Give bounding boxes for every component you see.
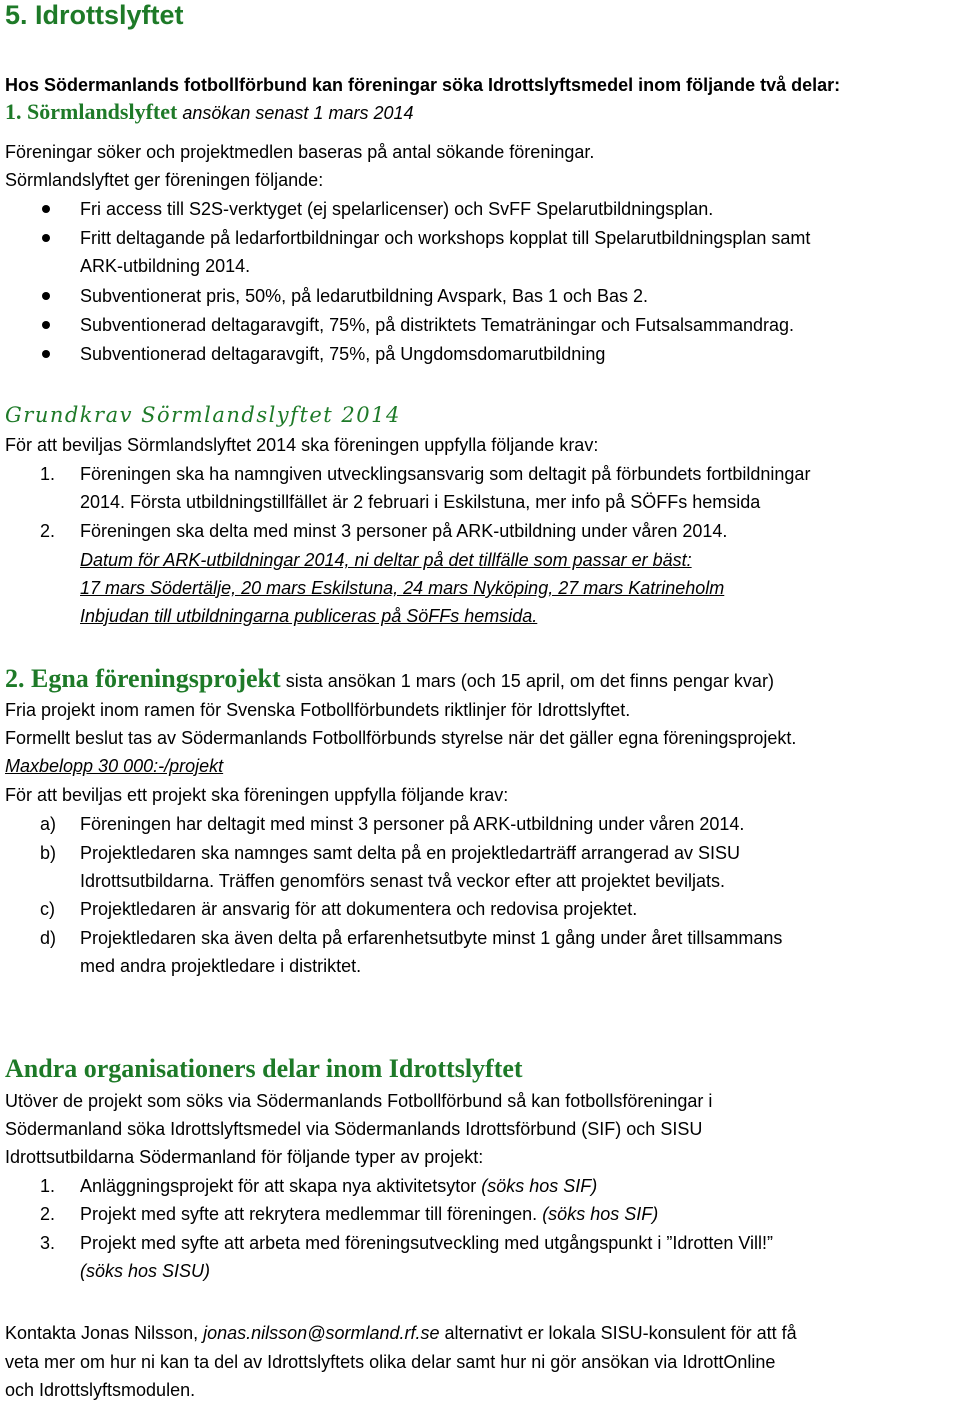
list-item-text: Anläggningsprojekt för att skapa nya aktivitetsytor xyxy=(80,1176,477,1196)
list-letter: d) xyxy=(40,928,57,948)
ark-dates-note: Inbjudan till utbildningarna publiceras på SöFFs hemsida. xyxy=(80,606,538,626)
part1-paragraph: Sörmlandslyftet ger föreningen följande: xyxy=(5,170,324,190)
ark-dates-note: 17 mars Södertälje, 20 mars Eskilstuna, 24 mars Nyköping, 27 mars Katrineholm xyxy=(80,578,725,598)
list-item: Föreningen ska delta med minst 3 personer på ARK-utbildning under våren 2014. xyxy=(80,521,728,541)
list-item-note: (söks hos SIF) xyxy=(481,1176,598,1196)
list-number: 2. xyxy=(40,1204,56,1224)
list-number: 1. xyxy=(40,464,56,484)
andra-paragraph: Idrottsutbildarna Södermanland för följande typer av projekt: xyxy=(5,1147,484,1167)
list-item: Projekt med syfte att arbeta med föreningsutveckling med utgångspunkt i ”Idrotten Vill!” xyxy=(80,1233,774,1253)
list-item: Subventionerad deltagaravgift, 75%, på Ungdomsdomarutbildning xyxy=(80,344,606,364)
bullet-icon xyxy=(42,205,50,213)
part2-heading-line xyxy=(5,664,774,694)
list-item-note: (söks hos SISU) xyxy=(80,1261,211,1281)
contact-text: alternativt er lokala SISU-konsulent för att få xyxy=(444,1323,797,1343)
list-item: Projektledaren ska även delta på erfarenhetsutbyte minst 1 gång under året tillsammans xyxy=(80,928,783,948)
list-number: 3. xyxy=(40,1233,56,1253)
part2-title: 2. Egna föreningsprojekt xyxy=(5,664,281,693)
list-item: Fritt deltagande på ledarfortbildningar och workshops kopplat till Spelarutbildningsplan samt xyxy=(80,228,811,248)
contact-line xyxy=(5,1320,797,1346)
intro-text: Hos Södermanlands fotbollförbund kan föreningar söka Idrottslyftsmedel inom följande två delar: xyxy=(5,75,841,95)
part2-paragraph: Fria projekt inom ramen för Svenska Fotbollförbundets riktlinjer för Idrottslyftet. xyxy=(5,700,631,720)
grundkrav-intro: För att beviljas Sörmlandslyftet 2014 ska föreningen uppfylla följande krav: xyxy=(5,435,599,455)
list-item: Projektledaren är ansvarig för att dokumentera och redovisa projektet. xyxy=(80,899,638,919)
part2-deadline: sista ansökan 1 mars (och 15 april, om det finns pengar kvar) xyxy=(285,671,774,691)
list-item-continued: med andra projektledare i distriktet. xyxy=(80,956,362,976)
ark-dates-note: Datum för ARK-utbildningar 2014, ni deltar på det tillfälle som passar er bäst: xyxy=(80,550,692,570)
list-item: Subventionerat pris, 50%, på ledarutbildning Avspark, Bas 1 och Bas 2. xyxy=(80,286,649,306)
part1-deadline: ansökan senast 1 mars 2014 xyxy=(182,103,414,123)
list-item-note: (söks hos SIF) xyxy=(542,1204,659,1224)
contact-text: Kontakta Jonas Nilsson, xyxy=(5,1323,199,1343)
list-item-continued: Idrottsutbildarna. Träffen genomförs senast två veckor efter att projektet beviljats. xyxy=(80,871,725,891)
max-amount: Maxbelopp 30 000:-/projekt xyxy=(5,756,224,776)
list-number: 2. xyxy=(40,521,56,541)
bullet-icon xyxy=(42,292,50,300)
list-item-continued: ARK-utbildning 2014. xyxy=(80,256,251,276)
andra-paragraph: Utöver de projekt som söks via Södermanlands Fotbollförbund så kan fotbollsföreningar i xyxy=(5,1091,713,1111)
list-item xyxy=(80,1201,658,1227)
list-item: Föreningen har deltagit med minst 3 personer på ARK-utbildning under våren 2014. xyxy=(80,814,745,834)
list-letter: a) xyxy=(40,814,57,834)
list-item: Fri access till S2S-verktyget (ej spelarlicenser) och SvFF Spelarutbildningsplan. xyxy=(80,199,714,219)
list-item-text: Projekt med syfte att rekrytera medlemmar till föreningen. xyxy=(80,1204,538,1224)
part2-paragraph: Formellt beslut tas av Södermanlands Fotbollförbunds styrelse när det gäller egna föreningsprojekt. xyxy=(5,728,797,748)
part1-paragraph: Föreningar söker och projektmedlen baseras på antal sökande föreningar. xyxy=(5,142,595,162)
andra-paragraph: Södermanland söka Idrottslyftsmedel via Södermanlands Idrottsförbund (SIF) och SISU xyxy=(5,1119,703,1139)
list-item-continued: 2014. Första utbildningstillfället är 2 februari i Eskilstuna, mer info på SÖFFs hemsida xyxy=(80,492,761,512)
list-item: Föreningen ska ha namngiven utvecklingsansvarig som deltagit på förbundets fortbildningar xyxy=(80,464,811,484)
grundkrav-heading: Grundkrav Sörmlandslyftet 2014 xyxy=(5,403,401,427)
bullet-icon xyxy=(42,234,50,242)
bullet-icon xyxy=(42,350,50,358)
part1-title: 1. Sörmlandslyftet xyxy=(5,99,178,124)
list-item: Subventionerad deltagaravgift, 75%, på distriktets Tematräningar och Futsalsammandrag. xyxy=(80,315,795,335)
list-letter: b) xyxy=(40,843,57,863)
contact-line: veta mer om hur ni kan ta del av Idrottslyftets olika delar samt hur ni gör ansökan via IdrottOnline xyxy=(5,1352,776,1372)
part2-paragraph: För att beviljas ett projekt ska föreningen uppfylla följande krav: xyxy=(5,785,509,805)
andra-heading: Andra organisationers delar inom Idrottslyftet xyxy=(5,1054,523,1083)
list-item: Projektledaren ska namnges samt delta på en projektledarträff arrangerad av SISU xyxy=(80,843,741,863)
list-item xyxy=(80,1173,597,1199)
list-number: 1. xyxy=(40,1176,56,1196)
list-letter: c) xyxy=(40,899,55,919)
page-title: 5. Idrottslyftet xyxy=(5,0,184,30)
bullet-icon xyxy=(42,321,50,329)
contact-email-link[interactable]: jonas.nilsson@sormland.rf.se xyxy=(203,1323,440,1343)
part1-heading-line xyxy=(5,99,414,126)
contact-line: och Idrottslyftsmodulen. xyxy=(5,1380,196,1400)
